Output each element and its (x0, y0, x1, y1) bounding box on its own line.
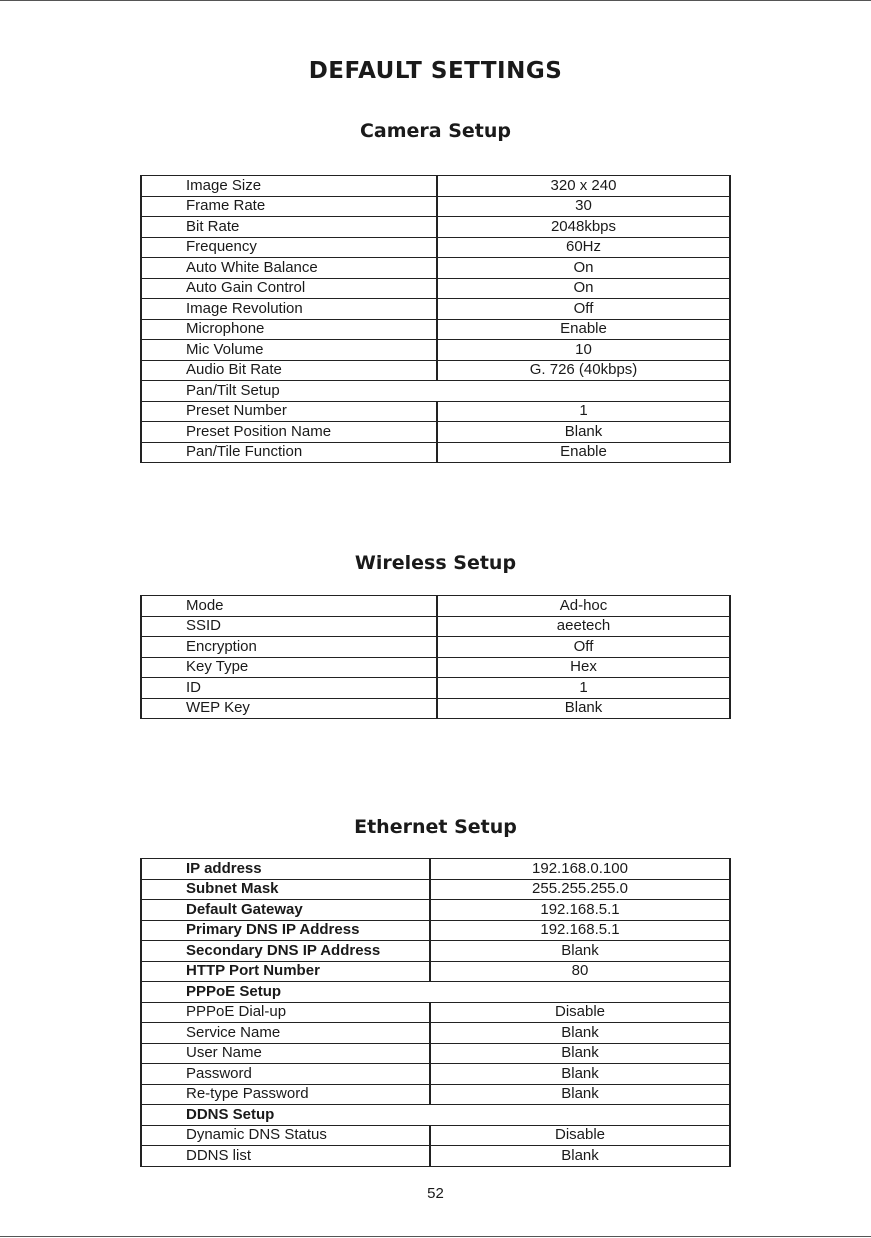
setting-label: Image Size (141, 176, 437, 197)
table-row (141, 422, 730, 443)
setting-label: Image Revolution (141, 299, 437, 320)
table-row (141, 1002, 730, 1023)
camera-settings-table (140, 175, 731, 463)
page-title: DEFAULT SETTINGS (308, 58, 563, 84)
setting-value: Blank (430, 1023, 730, 1044)
table-row (141, 900, 730, 921)
setting-value: Enable (437, 442, 730, 463)
setting-label: Primary DNS IP Address (141, 920, 430, 941)
setting-value: Blank (430, 1043, 730, 1064)
setting-value: 255.255.255.0 (430, 879, 730, 900)
bottom-rule (0, 1236, 871, 1237)
setting-value: On (437, 258, 730, 279)
setting-label: Preset Position Name (141, 422, 437, 443)
table-row (141, 920, 730, 941)
table-row (141, 1084, 730, 1105)
setting-value: Blank (430, 1084, 730, 1105)
table-row (141, 217, 730, 238)
setting-value: 192.168.0.100 (430, 859, 730, 880)
setting-label: Pan/Tile Function (141, 442, 437, 463)
setting-label: SSID (141, 616, 437, 637)
table-row (141, 299, 730, 320)
setting-label: Frequency (141, 237, 437, 258)
table-row (141, 1125, 730, 1146)
setting-label: HTTP Port Number (141, 961, 430, 982)
setting-label: PPPoE Setup (141, 982, 730, 1003)
table-row (141, 678, 730, 699)
table-row (141, 1146, 730, 1167)
setting-value: On (437, 278, 730, 299)
setting-label: User Name (141, 1043, 430, 1064)
setting-value: Disable (430, 1125, 730, 1146)
setting-label: IP address (141, 859, 430, 880)
setting-label: Auto Gain Control (141, 278, 437, 299)
table-row (141, 616, 730, 637)
setting-label: Subnet Mask (141, 879, 430, 900)
setting-value: 192.168.5.1 (430, 920, 730, 941)
setting-value: 60Hz (437, 237, 730, 258)
setting-value: Blank (437, 698, 730, 719)
table-row (141, 1105, 730, 1126)
table-row (141, 1023, 730, 1044)
table-row (141, 340, 730, 361)
setting-value: Blank (430, 1064, 730, 1085)
setting-value: Enable (437, 319, 730, 340)
camera-setup-heading: Camera Setup (359, 120, 512, 142)
setting-label: Encryption (141, 637, 437, 658)
table-row (141, 657, 730, 678)
table-row (141, 401, 730, 422)
table-row (141, 1064, 730, 1085)
setting-label: Key Type (141, 657, 437, 678)
setting-value: 320 x 240 (437, 176, 730, 197)
setting-label: Frame Rate (141, 196, 437, 217)
table-row (141, 278, 730, 299)
table-row (141, 859, 730, 880)
setting-value: Ad-hoc (437, 596, 730, 617)
setting-label: Re-type Password (141, 1084, 430, 1105)
setting-label: PPPoE Dial-up (141, 1002, 430, 1023)
setting-label: Mic Volume (141, 340, 437, 361)
table-row (141, 982, 730, 1003)
setting-value: Disable (430, 1002, 730, 1023)
setting-value: 1 (437, 678, 730, 699)
setting-value: 1 (437, 401, 730, 422)
table-row (141, 360, 730, 381)
table-row (141, 258, 730, 279)
table-row (141, 698, 730, 719)
setting-label: DDNS list (141, 1146, 430, 1167)
setting-value: G. 726 (40kbps) (437, 360, 730, 381)
page-number: 52 (427, 1185, 444, 1202)
setting-label: Preset Number (141, 401, 437, 422)
setting-value: 80 (430, 961, 730, 982)
setting-label: Service Name (141, 1023, 430, 1044)
setting-label: Audio Bit Rate (141, 360, 437, 381)
wireless-settings-table (140, 595, 731, 719)
table-row (141, 196, 730, 217)
setting-label: Pan/Tilt Setup (141, 381, 730, 402)
table-row (141, 596, 730, 617)
table-row (141, 319, 730, 340)
setting-label: Auto White Balance (141, 258, 437, 279)
setting-label: WEP Key (141, 698, 437, 719)
table-row (141, 879, 730, 900)
setting-value: Off (437, 637, 730, 658)
setting-value: aeetech (437, 616, 730, 637)
setting-value: Blank (430, 1146, 730, 1167)
setting-value: 30 (437, 196, 730, 217)
setting-value: Hex (437, 657, 730, 678)
setting-value: Blank (430, 941, 730, 962)
setting-value: 10 (437, 340, 730, 361)
ethernet-settings-table (140, 858, 731, 1167)
table-row (141, 442, 730, 463)
table-row (141, 637, 730, 658)
table-row (141, 176, 730, 197)
setting-value: 2048kbps (437, 217, 730, 238)
table-row (141, 961, 730, 982)
table-row (141, 237, 730, 258)
setting-value: 192.168.5.1 (430, 900, 730, 921)
setting-label: Secondary DNS IP Address (141, 941, 430, 962)
table-row (141, 941, 730, 962)
setting-label: DDNS Setup (141, 1105, 730, 1126)
wireless-setup-heading: Wireless Setup (354, 552, 517, 574)
setting-value: Blank (437, 422, 730, 443)
setting-label: Dynamic DNS Status (141, 1125, 430, 1146)
setting-label: Default Gateway (141, 900, 430, 921)
setting-label: Password (141, 1064, 430, 1085)
setting-label: Mode (141, 596, 437, 617)
setting-label: ID (141, 678, 437, 699)
table-row (141, 381, 730, 402)
setting-label: Microphone (141, 319, 437, 340)
setting-label: Bit Rate (141, 217, 437, 238)
table-row (141, 1043, 730, 1064)
setting-value: Off (437, 299, 730, 320)
ethernet-setup-heading: Ethernet Setup (354, 816, 517, 838)
top-rule (0, 0, 871, 1)
